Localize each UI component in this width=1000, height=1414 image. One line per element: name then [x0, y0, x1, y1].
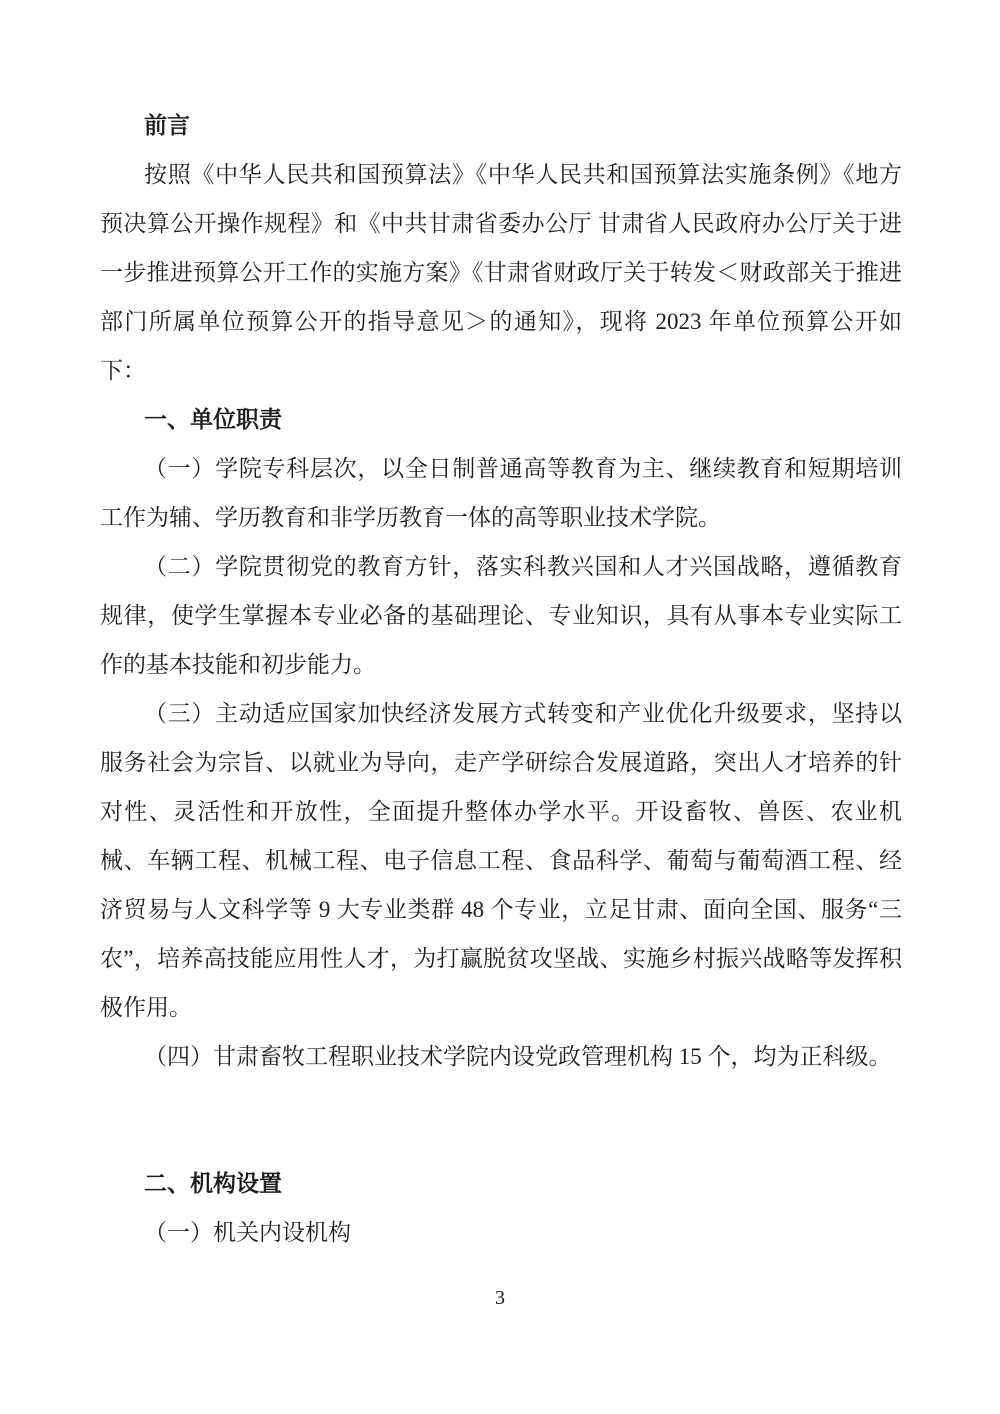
section-1-item-4: （四）甘肃畜牧工程职业技术学院内设党政管理机构 15 个，均为正科级。 — [144, 1044, 892, 1069]
section-2-subheading: （一）机关内设机构 — [144, 1220, 351, 1245]
page-number: 3 — [495, 1287, 505, 1309]
document-body — [100, 101, 902, 1257]
section-1-item-1: （一）学院专科层次，以全日制普通高等教育为主、继续教育和短期培训工作为辅、学历教育和非学历教育一体的高等职业技术学院。 — [100, 456, 902, 530]
intro-paragraph: 按照《中华人民共和国预算法》《中华人民共和国预算法实施条例》《地方预决算公开操作规程》和《中共甘肃省委办公厅 甘肃省人民政府办公厅关于进一步推进预算公开工作的实施方案》《甘肃省财政厅关于转发＜财政部关于推进部门所属单位预算公开的指导意见＞的通知》，现将 2023 年单位预算公开如下： — [100, 162, 902, 383]
preface-heading: 前言 — [144, 113, 190, 138]
section-1-item-2: （二）学院贯彻党的教育方针，落实科教兴国和人才兴国战略，遵循教育规律，使学生掌握本专业必备的基础理论、专业知识，具有从事本专业实际工作的基本技能和初步能力。 — [100, 554, 902, 677]
section-1-item-3: （三）主动适应国家加快经济发展方式转变和产业优化升级要求，坚持以服务社会为宗旨、以就业为导向，走产学研综合发展道路，突出人才培养的针对性、灵活性和开放性，全面提升整体办学水平。开设畜牧、兽医、农业机械、车辆工程、机械工程、电子信息工程、食品科学、葡萄与葡萄酒工程、经济贸易与人文科学等 9 大专业类群 48 个专业，立足甘肃、面向全国、服务“三农”，培养高技能应用性人才，为打赢脱贫攻坚战、实施乡村振兴战略等发挥积极作用。 — [100, 701, 902, 1020]
section-2-heading: 二、机构设置 — [144, 1171, 282, 1196]
section-1-heading: 一、单位职责 — [144, 407, 282, 432]
